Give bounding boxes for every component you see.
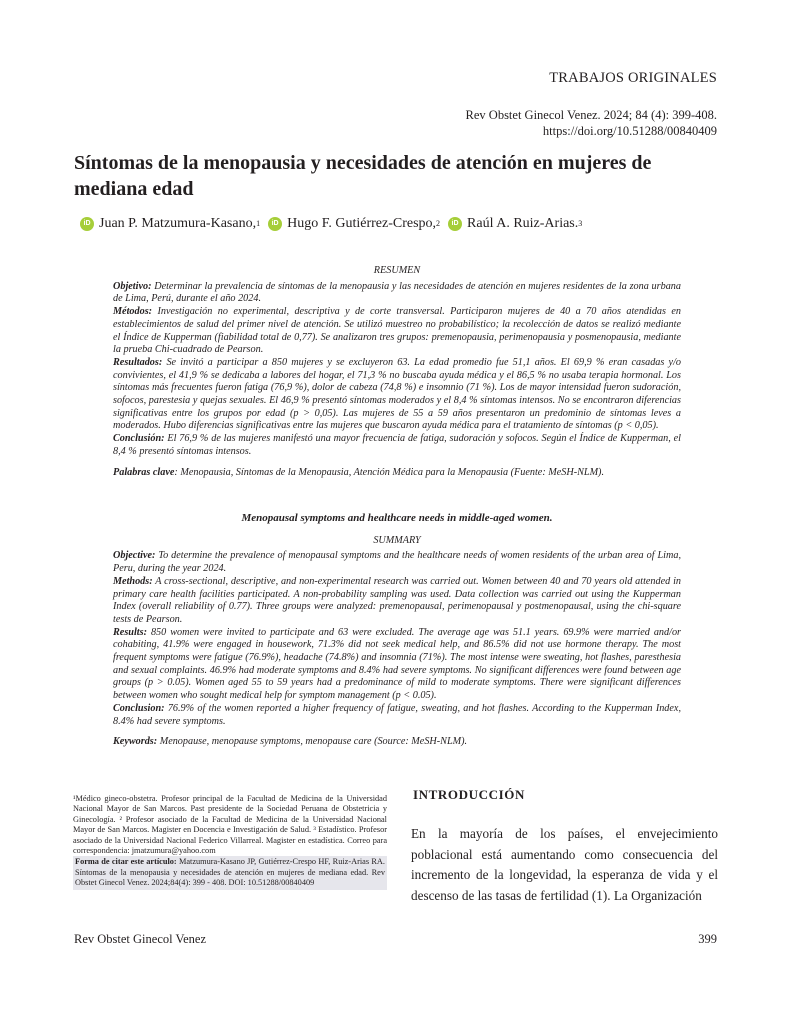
author-affiliation-mark: 1 bbox=[256, 218, 261, 228]
label: Methods: bbox=[113, 575, 153, 587]
citation-line: Rev Obstet Ginecol Venez. 2024; 84 (4): 399-408. bbox=[465, 108, 717, 122]
text: El 76,9 % de las mujeres manifestó una mayor frecuencia de fatiga, sudoración y sofocos. Según el Índice de Kupperman, el 8,4 % presentó síntomas intensos. bbox=[113, 433, 681, 457]
summary-methods bbox=[113, 576, 681, 627]
summary-block bbox=[113, 512, 681, 749]
label: Conclusión: bbox=[113, 433, 165, 445]
orcid-icon[interactable]: iD bbox=[80, 217, 94, 231]
author-name: Raúl A. Ruiz-Arias. bbox=[467, 216, 579, 231]
article-title: Síntomas de la menopausia y necesidades de atención en mujeres de mediana edad bbox=[74, 152, 652, 200]
resumen-block bbox=[113, 265, 681, 479]
label: Resultados: bbox=[113, 356, 163, 368]
text: 76.9% of the women reported a higher frequency of fatigue, sweating, and hot flashes. According to the Kupperman Index, 8.4% had severe symptoms. bbox=[113, 702, 681, 727]
summary-conclusion bbox=[113, 703, 681, 728]
text: Determinar la prevalencia de síntomas de la menopausia y las necesidades de atención en mujeres residentes de la zona urbana de Lima, Perú, durante el año 2024. bbox=[113, 280, 681, 305]
label: Results: bbox=[113, 626, 147, 638]
journal-reference bbox=[466, 107, 717, 139]
resumen-conclusion bbox=[113, 433, 681, 458]
author-2 bbox=[268, 216, 440, 232]
affiliations: ¹Médico gineco-obstetra. Profesor principal de la Facultad de Medicina de la Universidad Nacional Mayor de San Marcos. Past presidente de la Sociedad Peruana de Obstetricia y Ginecología. ² Profesor asociado de la Facultad de Medicina de la Universidad Nacional Mayor de San Marcos. Magister en Docencia e Investigación de Salud. ³ Estadístico. Profesor asociado de la Universidad Nacional Federico Villarreal. Magister en estadística. Correo para correspondencia: jmatzumura@yahoo.com bbox=[73, 794, 387, 856]
label: Objective: bbox=[113, 550, 156, 562]
author-list bbox=[80, 216, 590, 232]
author-1 bbox=[80, 216, 260, 232]
label: Objetivo: bbox=[113, 280, 152, 292]
text: Investigación no experimental, descriptiva y de corte transversal. Participaron mujeres de 40 a 70 años atendidas en establecimientos de salud del primer nivel de atención. Se utilizó muestreo no probabilístico; la recolección de datos se realizó mediante el Índice de Kupperman (fiabilidad total de 0,77). Se analizaron tres grupos: premenopausia, perimenopausia y posmenopausia, mediante la prueba Chi-cuadrado de Pearson. bbox=[113, 306, 681, 356]
summary-heading: SUMMARY bbox=[373, 534, 421, 546]
english-title: Menopausal symptoms and healthcare needs in middle-aged women. bbox=[241, 512, 553, 524]
summary-objective bbox=[113, 550, 681, 575]
author-3 bbox=[448, 216, 582, 232]
introduction-heading: INTRODUCCIÓN bbox=[413, 787, 525, 802]
author-name: Hugo F. Gutiérrez-Crespo, bbox=[287, 216, 437, 231]
text: A cross-sectional, descriptive, and non-experimental research was carried out. Women between 40 and 70 years old attended in primary care health facilities participated. A non-probability sampling was used. Data collection was carried out using the Kupperman Index (overall reliability of 0.77). Three groups were analyzed: premenopausal, perimenopausal y postmenopausal, using the chi-square tests de Pearson. bbox=[113, 575, 681, 625]
text: Se invitó a participar a 850 mujeres y se excluyeron 63. La edad promedio fue 51,1 años. El 69,9 % eran casadas y/o convivientes, el 41,9 % se dedicaba a labores del hogar, el 71,3 % no buscaba ayuda médica y el 86,5 % no usaba terapia hormonal. Los síntomas más frecuentes fueron fatiga (76,9 %), dolor de cabeza (74,8 %) e insomnio (71 %). Los de mayor intensidad fueron sudoración, sofocos, parestesia y quejas sexuales. El 46,9 % presentó síntomas moderados y el 8,4 % síntomas intensos. No se encontraron diferencias significativas entre los grupos por edad (p > 0,05). Las mujeres de 55 a 59 años presentaron un predominio de síntomas leves a moderados. Hubo diferencias significativas entre las mujeres que buscaron ayuda médica para el tratamiento de síntomas (p < 0,05). bbox=[113, 356, 681, 432]
author-affiliation-mark: 3 bbox=[578, 218, 583, 228]
label: Keywords: bbox=[113, 736, 158, 748]
orcid-icon[interactable]: iD bbox=[268, 217, 282, 231]
summary-results bbox=[113, 627, 681, 703]
summary-keywords bbox=[113, 736, 681, 749]
footer-journal: Rev Obstet Ginecol Venez bbox=[74, 932, 207, 946]
label: Métodos: bbox=[113, 306, 153, 318]
palabras-clave bbox=[113, 467, 681, 480]
page-number: 399 bbox=[698, 932, 717, 946]
label: Conclusion: bbox=[113, 702, 165, 714]
section-label: TRABAJOS ORIGINALES bbox=[549, 70, 717, 86]
resumen-objetivo bbox=[113, 281, 681, 306]
text: Menopause, menopause symptoms, menopause care (Source: MeSH-NLM). bbox=[157, 736, 468, 748]
cite-text: Matzumura-Kasano JP, Gutiérrez-Crespo HF, Ruiz-Arias RA. Síntomas de la menopausia y necesidades de atención en mujeres de mediana edad. Rev Obstet Ginecol Venez. 2024;84(4): 399 - 408. DOI: 10.51288/00840409 bbox=[75, 857, 385, 888]
author-affiliation-mark: 2 bbox=[436, 218, 441, 228]
author-name: Juan P. Matzumura-Kasano, bbox=[99, 216, 257, 231]
text: To determine the prevalence of menopausal symptoms and the healthcare needs of women residents of the urban area of Lima, Peru, during the year 2024. bbox=[113, 550, 681, 575]
resumen-metodos bbox=[113, 306, 681, 357]
resumen-resultados bbox=[113, 357, 681, 433]
resumen-heading: RESUMEN bbox=[373, 265, 421, 276]
label: Palabras clave bbox=[113, 466, 175, 478]
doi-link[interactable]: https://doi.org/10.51288/00840409 bbox=[542, 124, 717, 138]
cite-box bbox=[73, 856, 387, 889]
footnotes bbox=[73, 794, 387, 890]
cite-label: Forma de citar este artículo: bbox=[75, 857, 177, 867]
text: : Menopausia, Síntomas de la Menopausia, Atención Médica para la Menopausia (Fuente: MeSH-NLM). bbox=[174, 466, 604, 478]
introduction-body: En la mayoría de los países, el envejecimiento poblacional está aumentando como consecuencia del incremento de la longevidad, la esperanza de vida y el descenso de las tasas de fertilidad (1). La Organización bbox=[411, 826, 718, 903]
text: 850 women were invited to participate and 63 were excluded. The average age was 51.1 years. 69.9% were married and/or cohabiting, 41.9% were engaged in housework, 71.3% did not seek medical help, and 86.5% did not use hormone therapy. The most frequent symptoms were fatigue (76.9%), headache (74.8%) and insomnia (71%). The most intense were sweating, hot flashes, paresthesia and sexual complaints. 46.9% had moderate symptoms and 8.4% had severe symptoms. No significant differences were found between age groups (p > 0.05). Women aged 55 to 59 years had a predominance of mild to moderate symptoms. There were significant differences between women who sought medical help for symptom management (p < 0.05). bbox=[113, 626, 681, 702]
orcid-icon[interactable]: iD bbox=[448, 217, 462, 231]
